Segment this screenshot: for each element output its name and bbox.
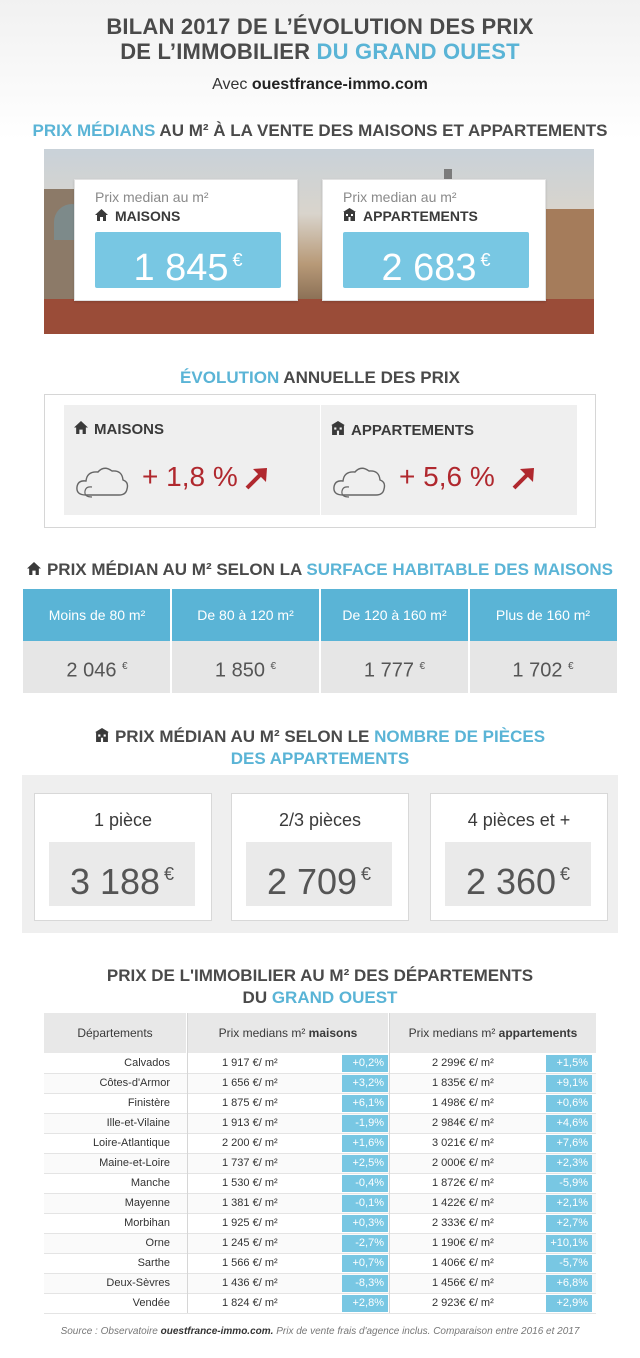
surface-value: 1 850 € xyxy=(214,659,277,682)
maisons-price: 1 917 €/ m² xyxy=(222,1057,278,1069)
pieces-panel xyxy=(22,775,618,933)
maisons-change: -8,3% xyxy=(342,1275,388,1292)
appartements-price: 1 872€ €/ m² xyxy=(432,1177,494,1189)
maisons-price: 1 656 €/ m² xyxy=(222,1077,278,1089)
piece-card: 2/3 pièces 2 709 € xyxy=(231,793,409,921)
appartements-price: 2 923€ €/ m² xyxy=(432,1297,494,1309)
surface-value: 2 046 € xyxy=(66,659,128,682)
maisons-change: +0,7% xyxy=(342,1255,388,1272)
col-header-departements: Départements xyxy=(44,1013,186,1053)
divider xyxy=(319,589,321,693)
pieces-section-title: PRIX MÉDIAN AU M² SELON LE NOMBRE DE PIÈCES DES APPARTEMENTS xyxy=(0,726,640,770)
house-icon xyxy=(95,208,111,224)
source-link[interactable]: ouestfrance-immo.com. xyxy=(160,1326,274,1337)
maisons-change: +0,3% xyxy=(342,1215,388,1232)
table-row xyxy=(44,1134,596,1154)
evolution-cell-maisons: MAISONS + 1,8 % xyxy=(64,405,320,515)
appartements-price: 2 333€ €/ m² xyxy=(432,1217,494,1229)
appartements-change: +0,6% xyxy=(546,1095,592,1112)
appartements-price: 1 190€ €/ m² xyxy=(432,1237,494,1249)
median-card-maisons: Prix median au m² MAISONS 1 845 € xyxy=(74,179,298,301)
table-row xyxy=(44,1294,596,1314)
piece-value: 3 188 € xyxy=(49,842,195,906)
maisons-change: +1,6% xyxy=(342,1135,388,1152)
surface-value: 1 777 € xyxy=(363,659,426,682)
appartements-change: -5,9% xyxy=(546,1175,592,1192)
table-row xyxy=(44,1154,596,1174)
median-section-title: PRIX MÉDIANS AU M² À LA VENTE DES MAISONS ET APPARTEMENTS xyxy=(32,121,608,140)
departments-section-title: PRIX DE L'IMMOBILIER AU M² DES DÉPARTEMENTS DU GRAND OUEST xyxy=(106,966,534,1007)
maisons-price: 1 737 €/ m² xyxy=(222,1157,278,1169)
source-note: Source : Observatoire ouestfrance-immo.com. Prix de vente frais d'agence inclus. Comparaison entre 2016 et 2017 xyxy=(60,1326,580,1337)
col-header-appartements: Prix medians m² appartements xyxy=(390,1013,596,1053)
maisons-change: +6,1% xyxy=(342,1095,388,1112)
cloud-icon xyxy=(74,463,130,504)
median-value-appartements: 2 683 € xyxy=(343,232,529,288)
dept-name: Calvados xyxy=(124,1057,170,1069)
surface-section-title: PRIX MÉDIAN AU M² SELON LA SURFACE HABITABLE DES MAISONS xyxy=(0,559,640,581)
piece-card: 1 pièce 3 188 € xyxy=(34,793,212,921)
appartements-price: 1 835€ €/ m² xyxy=(432,1077,494,1089)
appartements-price: 1 498€ €/ m² xyxy=(432,1097,494,1109)
departments-table xyxy=(44,1013,596,1313)
dept-name: Loire-Atlantique xyxy=(92,1137,170,1149)
maisons-price: 1 925 €/ m² xyxy=(222,1217,278,1229)
dept-name: Morbihan xyxy=(124,1217,170,1229)
appartements-change: +1,5% xyxy=(546,1055,592,1072)
surface-col-header: De 80 à 120 m² xyxy=(171,589,320,641)
appartements-change: +6,8% xyxy=(546,1275,592,1292)
dept-name: Finistère xyxy=(127,1097,170,1109)
appartements-change: +4,6% xyxy=(546,1115,592,1132)
maisons-price: 1 913 €/ m² xyxy=(222,1117,278,1129)
median-value-maisons: 1 845 € xyxy=(95,232,281,288)
maisons-price: 1 436 €/ m² xyxy=(222,1277,278,1289)
dept-name: Maine-et-Loire xyxy=(99,1157,170,1169)
appartements-price: 2 984€ €/ m² xyxy=(432,1117,494,1129)
maisons-price: 1 245 €/ m² xyxy=(222,1237,278,1249)
surface-col-header: Moins de 80 m² xyxy=(23,589,171,641)
maisons-change: -0,1% xyxy=(342,1195,388,1212)
maisons-price: 2 200 €/ m² xyxy=(222,1137,278,1149)
surface-col-header: Plus de 160 m² xyxy=(469,589,617,641)
table-row xyxy=(44,1234,596,1254)
maisons-change: -0,4% xyxy=(342,1175,388,1192)
appartements-change: +2,3% xyxy=(546,1155,592,1172)
evolution-cell-appartements: APPARTEMENTS + 5,6 % xyxy=(321,405,577,515)
maisons-change: -1,9% xyxy=(342,1115,388,1132)
divider xyxy=(187,1013,188,1313)
dept-name: Mayenne xyxy=(124,1197,170,1209)
evolution-value-appartements: + 5,6 % xyxy=(399,461,495,492)
dept-name: Sarthe xyxy=(137,1257,170,1269)
site-link[interactable]: ouestfrance-immo.com xyxy=(251,76,428,93)
surface-col-header: De 120 à 160 m² xyxy=(320,589,469,641)
maisons-price: 1 824 €/ m² xyxy=(222,1297,278,1309)
dept-name: Deux-Sèvres xyxy=(106,1277,170,1289)
median-card-appartements: Prix median au m² APPARTEMENTS 2 683 € xyxy=(322,179,546,301)
cloud-icon xyxy=(331,463,387,504)
maisons-price: 1 381 €/ m² xyxy=(222,1197,278,1209)
title-line-1: BILAN 2017 DE L’ÉVOLUTION DES PRIX xyxy=(106,14,534,39)
maisons-change: +3,2% xyxy=(342,1075,388,1092)
house-icon xyxy=(74,421,94,438)
piece-card: 4 pièces et + 2 360 € xyxy=(430,793,608,921)
maisons-price: 1 530 €/ m² xyxy=(222,1177,278,1189)
appartements-price: 2 000€ €/ m² xyxy=(432,1157,494,1169)
divider xyxy=(389,1013,390,1313)
page-title xyxy=(0,14,640,64)
subtitle: Avec ouestfrance-immo.com xyxy=(212,76,428,93)
piece-value: 2 360 € xyxy=(445,842,591,906)
dept-name: Vendée xyxy=(132,1297,170,1309)
divider xyxy=(170,589,172,693)
dept-name: Orne xyxy=(145,1237,170,1249)
evolution-section-title: ÉVOLUTION ANNUELLE DES PRIX xyxy=(180,368,460,387)
appartements-change: +10,1% xyxy=(546,1235,592,1252)
arrow-up-icon xyxy=(244,465,270,496)
maisons-change: -2,7% xyxy=(342,1235,388,1252)
evolution-value-maisons: + 1,8 % xyxy=(142,461,238,492)
col-header-maisons: Prix medians m² maisons xyxy=(188,1013,388,1053)
appartements-price: 1 406€ €/ m² xyxy=(432,1257,494,1269)
house-icon xyxy=(27,560,47,579)
building-icon xyxy=(343,208,359,224)
maisons-change: +2,8% xyxy=(342,1295,388,1312)
table-row xyxy=(44,1254,596,1274)
appartements-price: 1 422€ €/ m² xyxy=(432,1197,494,1209)
appartements-change: +2,7% xyxy=(546,1215,592,1232)
table-row xyxy=(44,1174,596,1194)
dept-name: Ille-et-Vilaine xyxy=(106,1117,170,1129)
appartements-change: +2,1% xyxy=(546,1195,592,1212)
title-line-2: DE L’IMMOBILIER DU GRAND OUEST xyxy=(120,39,520,64)
table-row xyxy=(44,1114,596,1134)
dept-name: Manche xyxy=(130,1177,170,1189)
table-row xyxy=(44,1274,596,1294)
city-photo xyxy=(44,149,594,334)
maisons-price: 1 566 €/ m² xyxy=(222,1257,278,1269)
piece-value: 2 709 € xyxy=(246,842,392,906)
maisons-change: +0,2% xyxy=(342,1055,388,1072)
surface-table xyxy=(23,589,617,693)
table-row xyxy=(44,1094,596,1114)
arrow-up-icon xyxy=(511,465,537,496)
appartements-change: +7,6% xyxy=(546,1135,592,1152)
appartements-change: +2,9% xyxy=(546,1295,592,1312)
evolution-panel xyxy=(44,394,596,528)
maisons-price: 1 875 €/ m² xyxy=(222,1097,278,1109)
appartements-price: 3 021€ €/ m² xyxy=(432,1137,494,1149)
dept-name: Côtes-d'Armor xyxy=(99,1077,170,1089)
appartements-price: 2 299€ €/ m² xyxy=(432,1057,494,1069)
table-row xyxy=(44,1214,596,1234)
table-row xyxy=(44,1194,596,1214)
surface-value: 1 702 € xyxy=(512,659,574,682)
building-icon xyxy=(95,727,115,746)
table-row xyxy=(44,1054,596,1074)
divider xyxy=(468,589,470,693)
table-row xyxy=(44,1074,596,1094)
appartements-change: -5,7% xyxy=(546,1255,592,1272)
appartements-change: +9,1% xyxy=(546,1075,592,1092)
building-icon xyxy=(331,422,351,439)
maisons-change: +2,5% xyxy=(342,1155,388,1172)
appartements-price: 1 456€ €/ m² xyxy=(432,1277,494,1289)
